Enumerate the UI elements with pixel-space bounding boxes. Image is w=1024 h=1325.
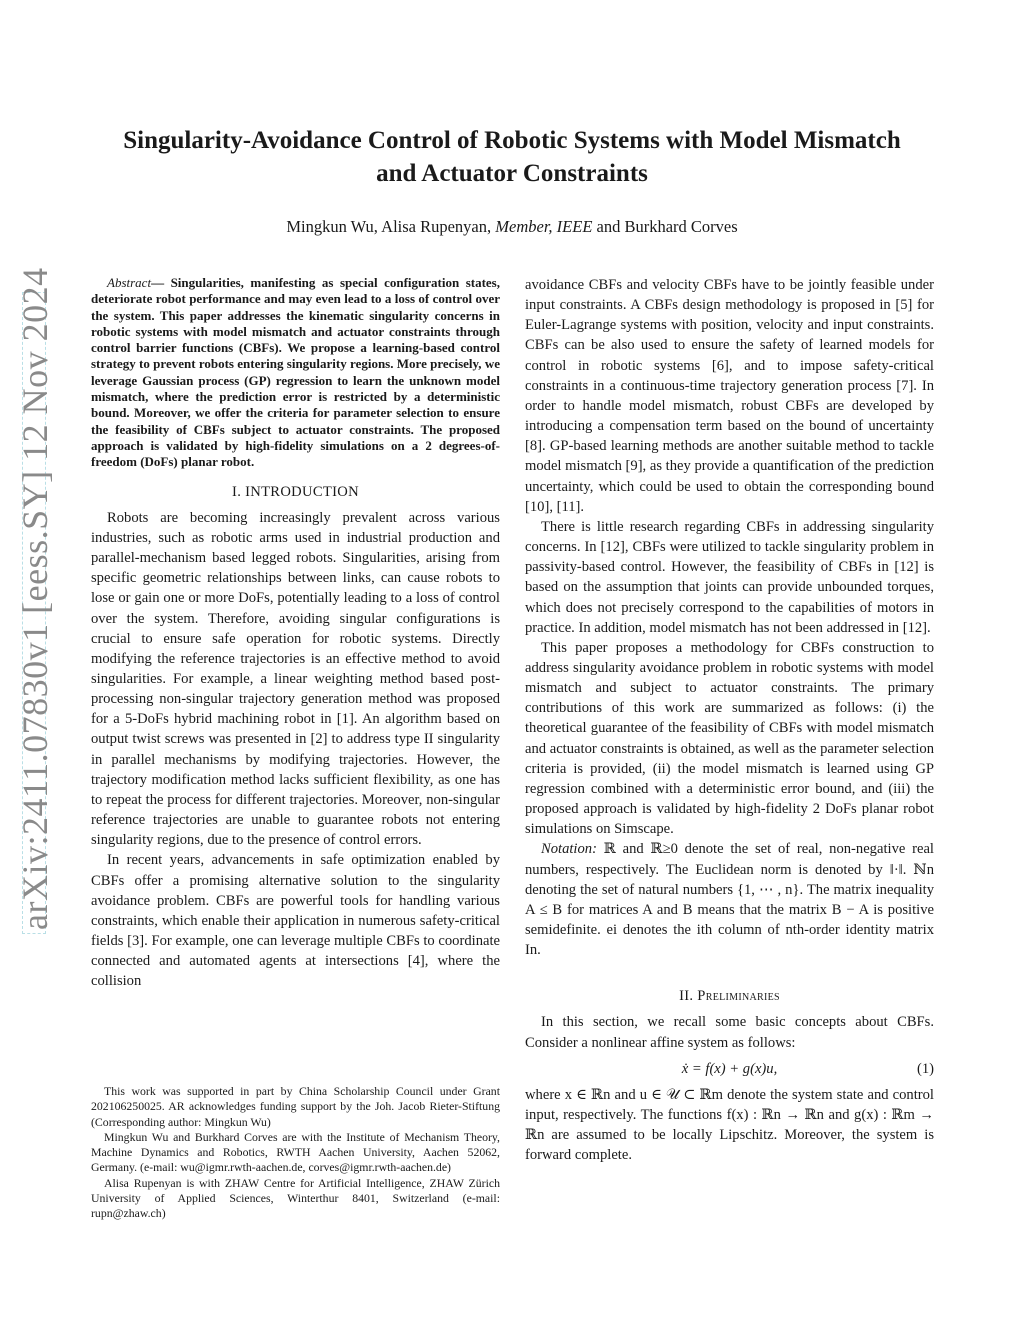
abstract — [91, 275, 500, 471]
footnote-affiliation-zhaw: Alisa Rupenyan is with ZHAW Centre for Artificial Intelligence, ZHAW Zürich University of Applied Sciences, Winterthur 8401, Switzerland (e-mail: rupn@zhaw.ch) — [91, 1175, 500, 1221]
equation-number: (1) — [916, 1060, 934, 1077]
right-paragraph-1: avoidance CBFs and velocity CBFs have to be jointly feasible under input constraints. A CBFs design methodology is proposed in [5] for Euler-Lagrange systems with position, velocity and input constraints. CBFs can be also used to ensure the safety of learned models for control in robotic systems [6], and to impose safety-critical constraints in a continuous-time trajectory generation process [7]. In order to handle model mismatch, robust CBFs are developed by introducing a compensation term based on the bound of uncertainty [8]. GP-based learning methods are another suitable method to tackle model mismatch [9], as they provide a quantification of the prediction uncertainty, which could be used to obtain the corresponding bound [10], [11]. — [525, 277, 934, 515]
footnote-affiliation-rwth: Mingkun Wu and Burkhard Corves are with the Institute of Mechanism Theory, Machine Dynamics and Robotics, RWTH Aachen University, Aachen 52062, Germany. (e-mail: wu@igmr.rwth-aachen.de, corves@igmr.rwth-aachen.de) — [91, 1129, 500, 1175]
arxiv-identifier[interactable]: arXiv:2411.07830v1 [eess.SY] 12 Nov 2024 — [15, 267, 55, 930]
intro-paragraph-1: Robots are becoming increasingly prevalent across various industries, such as robotic arms used in industrial production and parallel-mechanism based legged robots. Singularities, arising from specific geometric relationships between links, can cause robots to lose or gain one or more DoFs, potentially leading to a loss of control over the system. Therefore, avoiding singular configurations is crucial to ensure safe operation for robotic systems. Directly modifying the reference trajectories is an effective method to avoid singularities. For example, a linear weighting method based post-processing non-singular trajectory generation method was proposed for a 5-DoFs hybrid machining robot in [1]. An algorithm based on output twist screws was presented in [2] to address type II singularity in parallel mechanisms by modifying trajectories. However, the trajectory modification method lacks sufficient flexibility, as one has to repeat the process for different trajectories. Moreover, non-singular reference trajectories are unable to guarantee robots not entering singularity regions, due to the presence of control errors. — [91, 509, 500, 849]
authors-part-2: and Burkhard Corves — [592, 217, 738, 236]
intro-paragraph-2: In recent years, advancements in safe optimization enabled by CBFs offer a promising alternative solution to the singularity avoidance problem. CBFs are powerful tools for handling various constraints, which enable their application in numerous safety-critical fields [3]. For example, one can leverage multiple CBFs to coordinate connected and automated agents at intersections [4], where the collision — [91, 852, 500, 990]
paper-title: Singularity-Avoidance Control of Robotic Systems with Model Mismatch and Actuator Constraints — [123, 127, 901, 187]
footnote-funding: This work was supported in part by China Scholarship Council under Grant 202106250025. AR acknowledges funding support by the Joh. Jacob Rieter-Stiftung (Corresponding author: Mingkun Wu) — [91, 1084, 500, 1129]
abstract-label: Abstract — [107, 275, 152, 290]
authors-membership: Member, IEEE — [495, 217, 593, 236]
right-paragraph-2: There is little research regarding CBFs in addressing singularity concerns. In [12], CBFs were utilized to tackle singularity problem in passivity-based control. However, the feasibility of CBFs in [12] is based on the assumption that joints can provide unbounded torques, which does not precisely correspond to the capabilities of motors in practice. In addition, model mismatch has not been addressed in [12]. — [525, 518, 934, 636]
section-heading-preliminaries: II. Preliminaries — [679, 988, 780, 1005]
abstract-text: — Singularities, manifesting as special configuration states, deteriorate robot performance and may even lead to a loss of control over the system. This paper addresses the kinematic singularity concerns in robotic systems with model mismatch and actuator constraints through control barrier functions (CBFs). We propose a learning-based control strategy to prevent robots entering singularity regions. More precisely, we leverage Gaussian process (GP) regression to learn the unknown model mismatch, where the prediction error is restricted by a deterministic bound. Moreover, we offer the criteria for parameter selection to ensure the feasibility of CBFs subject to actuator constraints. The proposed approach is validated by high-fidelity simulations on a 2 degrees-of-freedom (DoFs) planar robot. — [91, 275, 500, 470]
left-column — [91, 275, 500, 991]
section-heading-introduction: I. INTRODUCTION — [232, 483, 359, 500]
right-column — [525, 275, 934, 1166]
footnotes — [91, 1084, 500, 1222]
authors-part-1: Mingkun Wu, Alisa Rupenyan, — [286, 217, 496, 236]
right-paragraph-3: This paper proposes a methodology for CBFs construction to address singularity avoidance problem in robotic systems with model mismatch and subject to actuator constraints. The primary contributions of this work are summarized as follows: (i) the theoretical guarantee of the feasibility of CBFs with model mismatch and actuator constraints is obtained, as well as the parameter selection criteria is provided, (ii) the model mismatch is learned using GP regression combined with a deterministic error bound, and (iii) the proposed approach is validated by high-fidelity 2 DoFs planar robot simulations on Simscape. — [525, 639, 934, 838]
equation-body: ẋ = f(x) + g(x)u, — [681, 1060, 778, 1077]
notation-text: ℝ and ℝ≥0 denote the set of real, non-negative real numbers, respectively. The Euclidean norm is denoted by ‖·‖. ℕn denoting the set of natural numbers {1, ⋯ , n}. The matrix inequality A ≤ B for matrices A and B means that the matrix B − A is positive semidefinite. ei denotes the ith column of nth-order identity matrix In. — [525, 841, 934, 959]
equation-1 — [525, 1059, 934, 1079]
prelim-paragraph-2: where x ∈ ℝn and u ∈ 𝒰 ⊂ ℝm denote the system state and control input, respectively. The functions f(x) : ℝn → ℝn and g(x) : ℝm → ℝn are assumed to be locally Lipschitz. Moreover, the system is forward complete. — [525, 1086, 934, 1164]
notation-label: Notation: — [541, 841, 597, 858]
prelim-paragraph-1: In this section, we recall some basic concepts about CBFs. Consider a nonlinear affine system as follows: — [525, 1014, 934, 1051]
author-line — [100, 217, 924, 237]
notation-paragraph — [525, 839, 934, 960]
